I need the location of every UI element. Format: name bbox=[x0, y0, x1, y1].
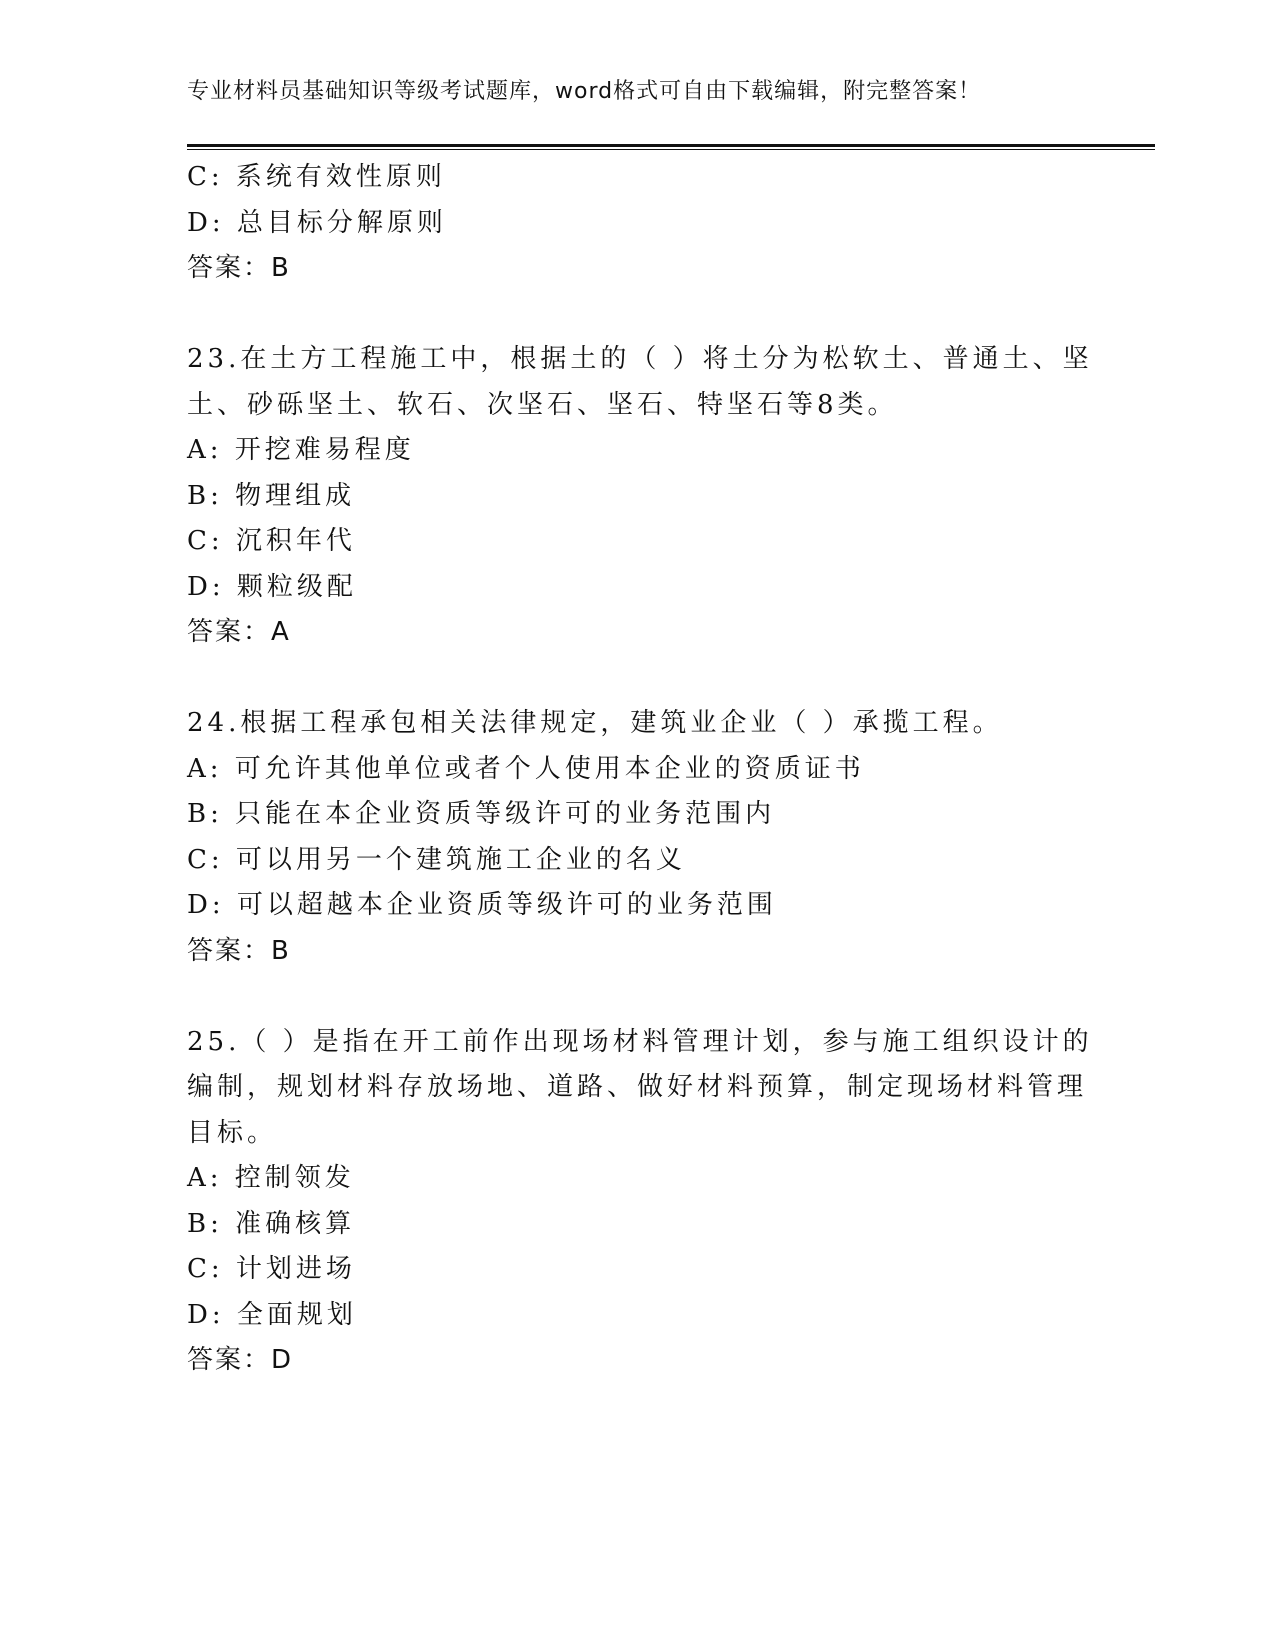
question-stem: 24.根据工程承包相关法律规定，建筑业企业（ ）承揽工程。 bbox=[187, 708, 1003, 738]
option-b: B: 准确核算 bbox=[187, 1208, 356, 1239]
option-c: C: 可以用另一个建筑施工企业的名义 bbox=[187, 844, 686, 875]
option-d: D: 可以超越本企业资质等级许可的业务范围 bbox=[187, 890, 777, 920]
option-a: A: 控制领发 bbox=[187, 1163, 355, 1193]
spacer bbox=[187, 292, 1087, 338]
answer-line: 答案：B bbox=[187, 253, 291, 283]
option-b: B: 物理组成 bbox=[187, 480, 356, 511]
question-23 bbox=[187, 337, 1093, 656]
answer-line: 答案：B bbox=[187, 935, 291, 966]
option-c: C: 沉积年代 bbox=[187, 526, 356, 556]
document-body bbox=[187, 155, 1093, 1384]
option-c: C: 计划进场 bbox=[187, 1254, 356, 1284]
answer-line: 答案：D bbox=[187, 1345, 294, 1375]
option-a: A: 可允许其他单位或者个人使用本企业的资质证书 bbox=[187, 753, 865, 784]
option-d: D: 全面规划 bbox=[187, 1299, 357, 1330]
answer-line: 答案：A bbox=[187, 617, 291, 647]
question-stem: 土、砂砾坚土、软石、次坚石、坚石、特坚石等8类。 bbox=[187, 389, 898, 420]
option-d: D: 颗粒级配 bbox=[187, 571, 357, 602]
spacer bbox=[187, 974, 1087, 1020]
question-25 bbox=[187, 1020, 1093, 1384]
header-divider bbox=[187, 144, 1155, 150]
question-stem: 目标。 bbox=[187, 1117, 278, 1148]
spacer bbox=[187, 656, 1087, 702]
option-a: A: 开挖难易程度 bbox=[187, 435, 415, 465]
option-b: B: 只能在本企业资质等级许可的业务范围内 bbox=[187, 799, 776, 829]
question-stem: 25.（ ）是指在开工前作出现场材料管理计划，参与施工组织设计的 bbox=[187, 1026, 1093, 1057]
page-header: 专业材料员基础知识等级考试题库，word格式可自由下载编辑，附完整答案！ bbox=[187, 79, 982, 104]
question-stem: 23.在土方工程施工中，根据土的（ ）将土分为松软土、普通土、坚 bbox=[187, 344, 1093, 374]
option-c: C: 系统有效性原则 bbox=[187, 162, 446, 192]
option-d: D: 总目标分解原则 bbox=[187, 207, 447, 238]
question-24 bbox=[187, 701, 1087, 974]
previous-question-continuation bbox=[187, 155, 1087, 292]
question-stem: 编制，规划材料存放场地、道路、做好材料预算，制定现场材料管理 bbox=[187, 1072, 1088, 1102]
